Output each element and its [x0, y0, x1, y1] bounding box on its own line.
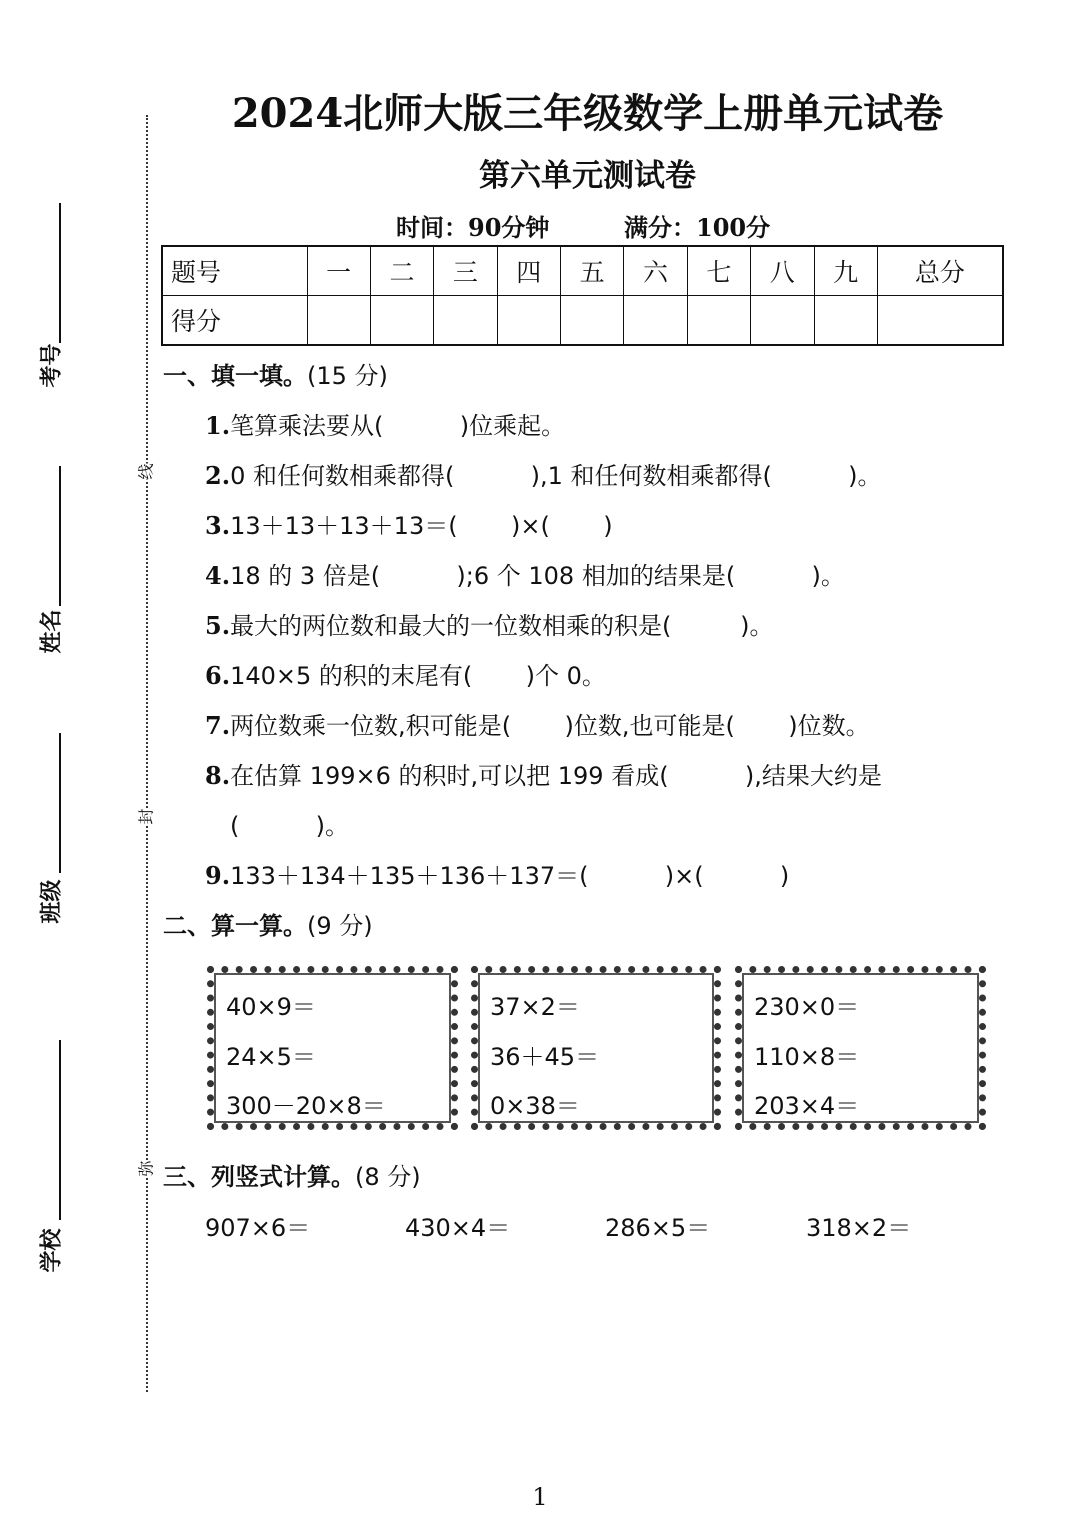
page-subtitle: 第六单元测试卷 [479, 158, 696, 194]
row-label: 题号 [162, 246, 307, 296]
question-text: 0 和任何数相乘都得( ),1 和任何数相乘都得( )。 [230, 462, 882, 490]
section-title: 一、填一填。 [163, 362, 307, 390]
calc-item: 203×4＝ [754, 1092, 860, 1120]
question-text: 140×5 的积的末尾有( )个 0。 [230, 662, 606, 690]
calc-item: 230×0＝ [754, 993, 860, 1021]
calc-item: 36＋45＝ [490, 1043, 600, 1071]
question-number: 3. [205, 511, 231, 540]
question-3 [205, 506, 613, 541]
score-cell[interactable] [497, 296, 560, 346]
score-cell[interactable] [751, 296, 814, 346]
question-number-row [162, 246, 1003, 296]
column-header: 九 [814, 246, 877, 296]
section-points: (15 分) [307, 362, 388, 390]
class-line [59, 733, 61, 873]
column-header: 三 [434, 246, 497, 296]
name-label: 姓名 [39, 609, 65, 654]
column-header: 八 [751, 246, 814, 296]
class-label: 班级 [39, 879, 65, 924]
section3-heading [163, 1157, 421, 1192]
score-cell[interactable] [561, 296, 624, 346]
question-6 [205, 656, 606, 691]
question-text: 笔算乘法要从( )位乘起。 [230, 412, 566, 440]
question-number: 7. [205, 711, 231, 740]
column-header: 一 [307, 246, 370, 296]
exam-number-label: 考号 [39, 343, 65, 388]
question-text: 133＋134＋135＋136＋137＝( )×( ) [230, 862, 790, 890]
calc-item: 0×38＝ [490, 1092, 580, 1120]
score-cell[interactable] [370, 296, 433, 346]
vertical-calc-item: 430×4＝ [405, 1214, 511, 1242]
section2-heading [163, 906, 373, 941]
full-score: 满分：100分 [624, 213, 771, 242]
question-number: 1. [205, 411, 231, 440]
seal-char-xian: 线 [134, 463, 157, 479]
calc-item: 24×5＝ [226, 1043, 316, 1071]
question-text: 在估算 199×6 的积时,可以把 199 看成( ),结果大约是 [230, 762, 882, 790]
score-cell[interactable] [307, 296, 370, 346]
vertical-calc-item: 286×5＝ [605, 1214, 711, 1242]
question-number: 9. [205, 861, 231, 890]
score-cell[interactable] [434, 296, 497, 346]
column-header: 二 [370, 246, 433, 296]
calc-item: 37×2＝ [490, 993, 580, 1021]
question-9 [205, 856, 789, 891]
calc-item: 110×8＝ [754, 1043, 860, 1071]
calc-item: 300－20×8＝ [226, 1092, 386, 1120]
score-cell[interactable] [877, 296, 1003, 346]
question-number: 8. [205, 761, 231, 790]
section-points: (8 分) [355, 1163, 421, 1191]
question-4 [205, 556, 845, 591]
question-8-continued [230, 806, 349, 841]
question-number: 6. [205, 661, 231, 690]
section-title: 二、算一算。 [163, 912, 307, 940]
name-line [59, 466, 61, 606]
section-points: (9 分) [307, 912, 373, 940]
seal-dotted-line [146, 115, 148, 1392]
question-text: 两位数乘一位数,积可能是( )位数,也可能是( )位数。 [230, 712, 870, 740]
score-row [162, 296, 1003, 346]
calc-box-3 [735, 966, 986, 1130]
section-title: 三、列竖式计算。 [163, 1163, 355, 1191]
row-label: 得分 [162, 296, 307, 346]
question-text: 18 的 3 倍是( );6 个 108 相加的结果是( )。 [230, 562, 845, 590]
column-header: 五 [561, 246, 624, 296]
school-line [59, 1040, 61, 1220]
question-2 [205, 456, 882, 491]
score-table [161, 245, 1004, 346]
column-header: 七 [687, 246, 750, 296]
question-7 [205, 706, 870, 741]
exam-number-line [59, 203, 61, 343]
column-header: 六 [624, 246, 687, 296]
score-cell[interactable] [814, 296, 877, 346]
question-1 [205, 406, 565, 441]
vertical-calc-item: 318×2＝ [806, 1214, 912, 1242]
question-text: ( )。 [230, 812, 350, 840]
seal-char-feng: 封 [134, 808, 157, 824]
page-title: 2024北师大版三年级数学上册单元试卷 [231, 90, 944, 137]
school-label: 学校 [39, 1228, 65, 1273]
question-text: 13＋13＋13＋13＝( )×( ) [230, 512, 613, 540]
question-number: 5. [205, 611, 231, 640]
score-cell[interactable] [687, 296, 750, 346]
question-8 [205, 756, 882, 791]
vertical-calc-item: 907×6＝ [205, 1214, 311, 1242]
calc-item: 40×9＝ [226, 993, 316, 1021]
calc-box-1 [207, 966, 458, 1130]
seal-char-mi: 弥 [134, 1160, 157, 1176]
question-number: 4. [205, 561, 231, 590]
section1-heading [163, 356, 388, 391]
question-5 [205, 606, 773, 641]
column-header: 四 [497, 246, 560, 296]
question-text: 最大的两位数和最大的一位数相乘的积是( )。 [230, 612, 774, 640]
question-number: 2. [205, 461, 231, 490]
score-cell[interactable] [624, 296, 687, 346]
exam-time: 时间：90分钟 [396, 213, 550, 242]
page-number: 1 [532, 1483, 548, 1511]
calc-box-2 [471, 966, 721, 1130]
column-header: 总分 [877, 246, 1003, 296]
